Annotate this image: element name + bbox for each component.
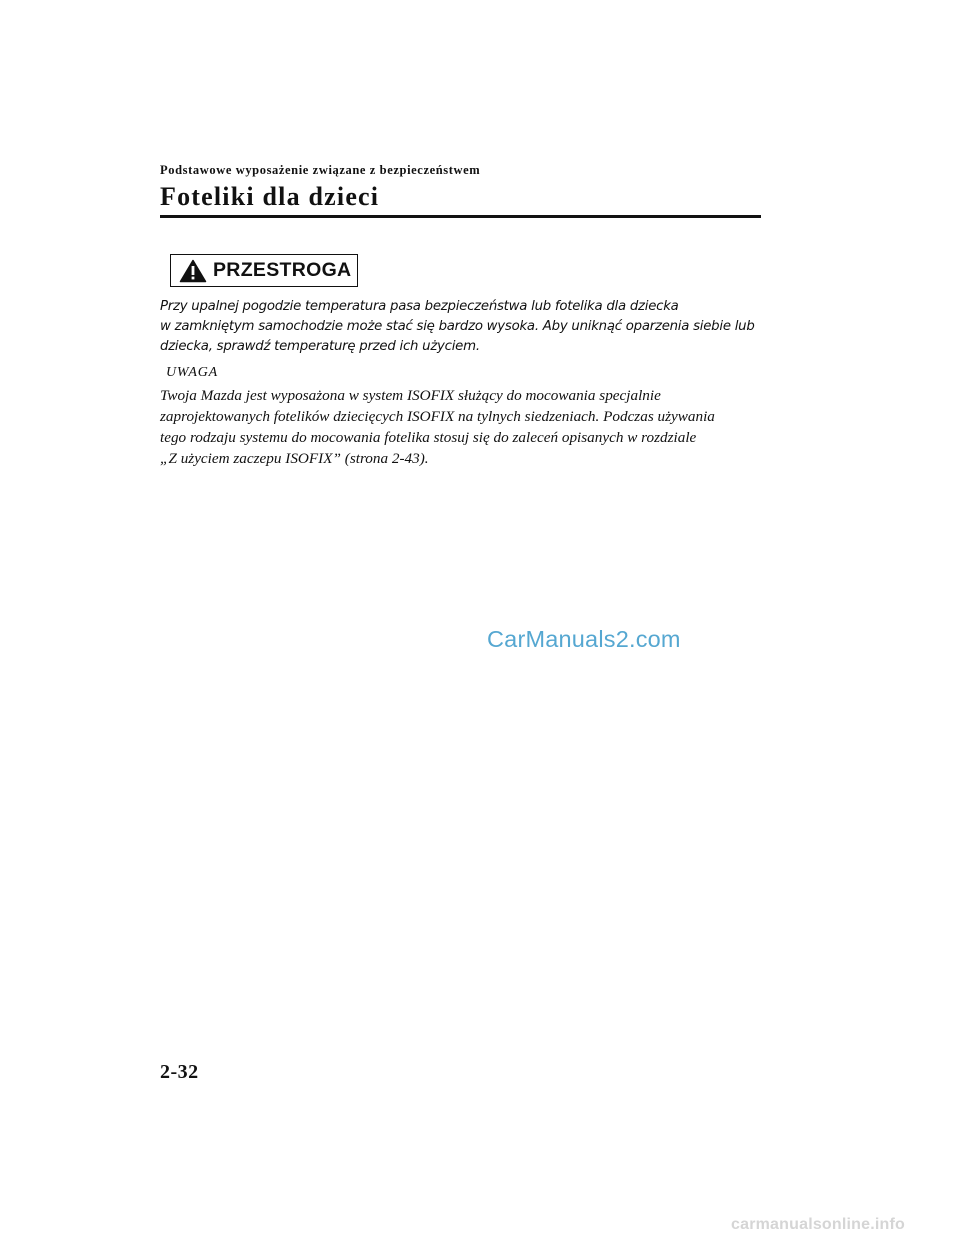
warning-header-box	[170, 254, 358, 287]
section-label: Podstawowe wyposażenie związane z bezpieczeństwem	[160, 163, 481, 177]
warning-line: dziecka, sprawdź temperaturę przed ich użyciem.	[160, 339, 480, 354]
page-number: 2-32	[160, 1061, 199, 1083]
note-line: Twoja Mazda jest wyposażona w system ISOFIX służący do mocowania specjalnie	[160, 387, 661, 404]
warning-triangle-icon	[179, 259, 207, 283]
note-title: UWAGA	[166, 365, 219, 380]
page-title: Foteliki dla dzieci	[160, 182, 380, 211]
watermark-carmanualsonline: carmanualsonline.info	[731, 1216, 906, 1233]
warning-line: Przy upalnej pogodzie temperatura pasa bezpieczeństwa lub fotelika dla dziecka	[160, 299, 679, 314]
note-line: zaprojektowanych fotelików dziecięcych ISOFIX na tylnych siedzeniach. Podczas używania	[160, 408, 715, 425]
watermark-carmanuals2: CarManuals2.com	[487, 626, 681, 652]
note-text	[160, 385, 760, 469]
warning-line: w zamkniętym samochodzie może stać się bardzo wysoka. Aby uniknąć oparzenia siebie lub	[160, 319, 755, 334]
warning-text	[160, 297, 760, 357]
note-line: „Z użyciem zaczepu ISOFIX” (strona 2-43).	[160, 450, 429, 467]
title-divider	[160, 215, 761, 218]
warning-label: PRZESTROGA	[213, 259, 352, 281]
note-line: tego rodzaju systemu do mocowania fotelika stosuj się do zaleceń opisanych w rozdziale	[160, 429, 697, 446]
